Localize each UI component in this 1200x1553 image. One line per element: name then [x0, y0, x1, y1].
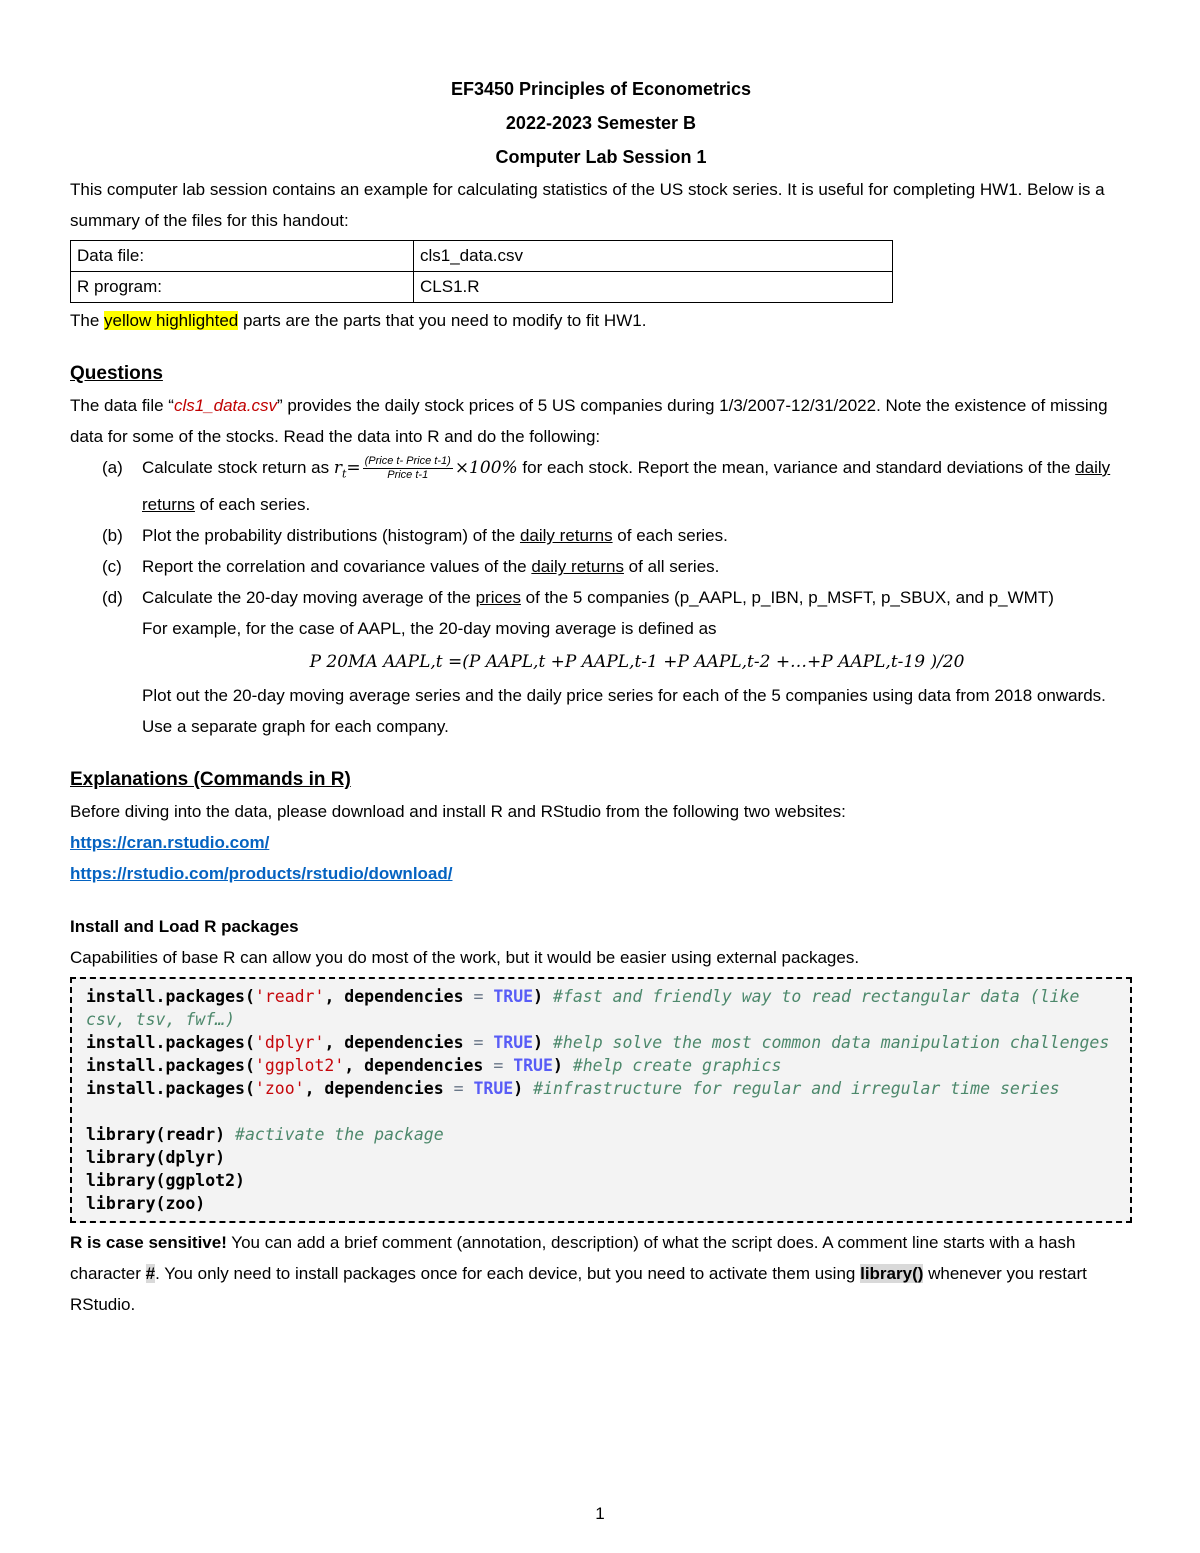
- code-arg: , dependencies: [324, 987, 474, 1007]
- code-function: install.packages(: [86, 1033, 255, 1053]
- code-arg: , dependencies: [324, 1033, 474, 1053]
- code-library-call: library(ggplot2): [86, 1171, 245, 1191]
- table-cell-value: cls1_data.csv: [414, 241, 893, 272]
- question-d: [70, 582, 1132, 644]
- code-operator: =: [473, 1033, 484, 1053]
- code-arg: , dependencies: [344, 1056, 494, 1076]
- questions-intro-after: ” provides the daily stock prices of 5 US companies during 1/3/2007-12/31/2022. Note the existence of missing data for some of the stocks. Read the data into R and do the following:: [70, 396, 1108, 446]
- question-d-plot-text: Plot out the 20-day moving average series and the daily price series for each of the 5 companies using data from 2018 onwards. Use a separate graph for each company.: [142, 686, 1106, 737]
- table-cell-value: CLS1.R: [414, 272, 893, 303]
- files-table: [70, 240, 893, 303]
- code-line: [86, 1146, 1116, 1169]
- highlight-note: [70, 305, 1132, 336]
- code-paren: ): [533, 987, 544, 1007]
- underlined-text: prices: [475, 588, 521, 608]
- cran-link[interactable]: https://cran.rstudio.com/: [70, 833, 270, 853]
- code-function: install.packages(: [86, 1056, 255, 1076]
- question-c-text2: of all series.: [623, 557, 720, 577]
- code-string: 'zoo': [254, 1079, 305, 1099]
- highlight-note-before: The: [70, 311, 105, 330]
- code-line: [86, 1169, 1116, 1192]
- note-bold: R is case sensitive!: [70, 1233, 227, 1253]
- question-c: [70, 551, 1132, 582]
- code-comment: #help solve the most common data manipulation challenges: [552, 1033, 1110, 1053]
- code-boolean: TRUE: [493, 987, 534, 1007]
- intro-paragraph: This computer lab session contains an example for calculating statistics of the US stock series. It is useful for completing HW1. Below is a summary of the files for this handout:: [70, 180, 1105, 230]
- code-string: 'ggplot2': [254, 1056, 345, 1076]
- question-d-plot: [70, 680, 1132, 742]
- code-comment: #fast and friendly way to read rectangular data (like csv, tsv, fwf…): [86, 987, 1090, 1030]
- table-cell-label: R program:: [71, 272, 414, 303]
- code-comment: #infrastructure for regular and irregular time series: [533, 1079, 1060, 1099]
- questions-heading: Questions: [70, 363, 163, 384]
- explanations-heading: Explanations (Commands in R): [70, 769, 351, 791]
- semester-title: 2022-2023 Semester B: [505, 113, 697, 133]
- question-list: [70, 452, 1132, 644]
- code-line: [86, 1077, 1116, 1100]
- code-boolean: TRUE: [513, 1056, 553, 1076]
- table-cell-label: Data file:: [71, 241, 414, 272]
- code-paren: ): [552, 1056, 563, 1076]
- code-comment: #activate the package: [235, 1125, 444, 1145]
- highlighted-text: yellow highlighted: [104, 311, 239, 330]
- link-line-1: [70, 827, 1132, 858]
- question-d-continued: [70, 680, 1132, 742]
- underlined-text: daily returns: [142, 458, 1111, 515]
- return-tail: ×100%: [454, 458, 518, 478]
- highlight-note-after: parts are the parts that you need to modify to fit HW1.: [238, 311, 647, 330]
- code-library-call: library(readr): [86, 1125, 226, 1145]
- question-a: [70, 452, 1132, 520]
- code-paren: ): [513, 1079, 524, 1099]
- code-line: [86, 1031, 1116, 1054]
- question-d-text2: of the 5 companies (p_AAPL, p_IBN, p_MSFT, p_SBUX, and p_WMT): [520, 588, 1054, 608]
- code-operator: =: [453, 1079, 464, 1099]
- data-file-name: cls1_data.csv: [173, 396, 277, 415]
- session-title: Computer Lab Session 1: [495, 147, 707, 167]
- course-title: EF3450 Principles of Econometrics: [450, 79, 752, 99]
- explanations-intro: Before diving into the data, please download and install R and RStudio from the following two websites:: [70, 802, 846, 822]
- question-d-text1: Calculate the 20-day moving average of the: [142, 588, 476, 608]
- table-row: [71, 272, 893, 303]
- return-fraction: [363, 455, 453, 482]
- return-eq: =: [346, 458, 361, 478]
- link-line-2: [70, 858, 1132, 889]
- code-line: [86, 1123, 1116, 1146]
- code-string: 'dplyr': [254, 1033, 325, 1053]
- note-text3: whenever you restart RStudio.: [70, 1264, 1087, 1315]
- code-boolean: TRUE: [473, 1079, 514, 1099]
- install-intro: Capabilities of base R can allow you do most of the work, but it would be easier using external packages.: [70, 948, 860, 968]
- underlined-text: daily returns: [531, 557, 624, 577]
- question-label: (d): [102, 588, 123, 608]
- question-b: [70, 520, 1132, 551]
- fraction-numerator: (Price t- Price t-1): [364, 455, 451, 468]
- question-label: (a): [102, 458, 123, 477]
- library-function: library(): [860, 1264, 924, 1284]
- moving-average-formula: P 20MA AAPL,t =(P AAPL,t +P AAPL,t-1 +P AAPL,t-2 +…+P AAPL,t-19 )/20: [309, 652, 965, 673]
- code-function: install.packages(: [86, 1079, 255, 1099]
- code-paren: ): [533, 1033, 544, 1053]
- code-function: install.packages(: [86, 987, 255, 1007]
- question-a-text3: of each series.: [194, 495, 311, 515]
- question-c-text1: Report the correlation and covariance values of the: [142, 557, 532, 577]
- note-text2: . You only need to install packages once for each device, but you need to activate them using: [155, 1264, 861, 1284]
- code-library-call: library(dplyr): [86, 1148, 226, 1168]
- question-b-text2: of each series.: [612, 526, 728, 546]
- fraction-denominator: Price t-1: [387, 469, 429, 482]
- page-number: 1: [595, 1504, 605, 1523]
- code-line: [86, 1054, 1116, 1077]
- code-operator: =: [493, 1056, 504, 1076]
- question-a-text1: Calculate stock return as: [142, 458, 334, 477]
- questions-intro-before: The data file “: [70, 396, 174, 415]
- code-line: [86, 1192, 1116, 1215]
- return-symbol: [333, 458, 361, 481]
- code-string: 'readr': [254, 987, 325, 1007]
- questions-intro: [70, 390, 1132, 452]
- code-arg: , dependencies: [304, 1079, 454, 1099]
- rstudio-link[interactable]: https://rstudio.com/products/rstudio/download/: [70, 864, 453, 884]
- code-blank-line: [86, 1100, 1116, 1123]
- return-sub: t: [341, 467, 347, 481]
- underlined-text: daily returns: [519, 526, 613, 546]
- code-line: [86, 985, 1116, 1031]
- code-library-call: library(zoo): [86, 1194, 206, 1214]
- note-text1: You can add a brief comment (annotation, description) of what the script does. A comment line starts with a hash character: [70, 1233, 1076, 1284]
- hash-character: #: [145, 1264, 156, 1284]
- table-row: [71, 241, 893, 272]
- install-heading: Install and Load R packages: [70, 917, 299, 937]
- page-content: [70, 72, 1132, 1320]
- question-label: (b): [102, 526, 123, 546]
- code-block: [70, 977, 1132, 1223]
- code-boolean: TRUE: [493, 1033, 534, 1053]
- question-b-text1: Plot the probability distributions (histogram) of the: [142, 526, 520, 546]
- code-operator: =: [473, 987, 484, 1007]
- return-var: r: [333, 458, 342, 478]
- code-comment: #help create graphics: [572, 1056, 782, 1076]
- question-a-text2: for each stock. Report the mean, variance and standard deviations of the: [517, 458, 1076, 477]
- question-d-example: For example, for the case of AAPL, the 20-day moving average is defined as: [142, 619, 717, 639]
- question-label: (c): [102, 557, 122, 577]
- case-sensitive-note: [70, 1227, 1132, 1320]
